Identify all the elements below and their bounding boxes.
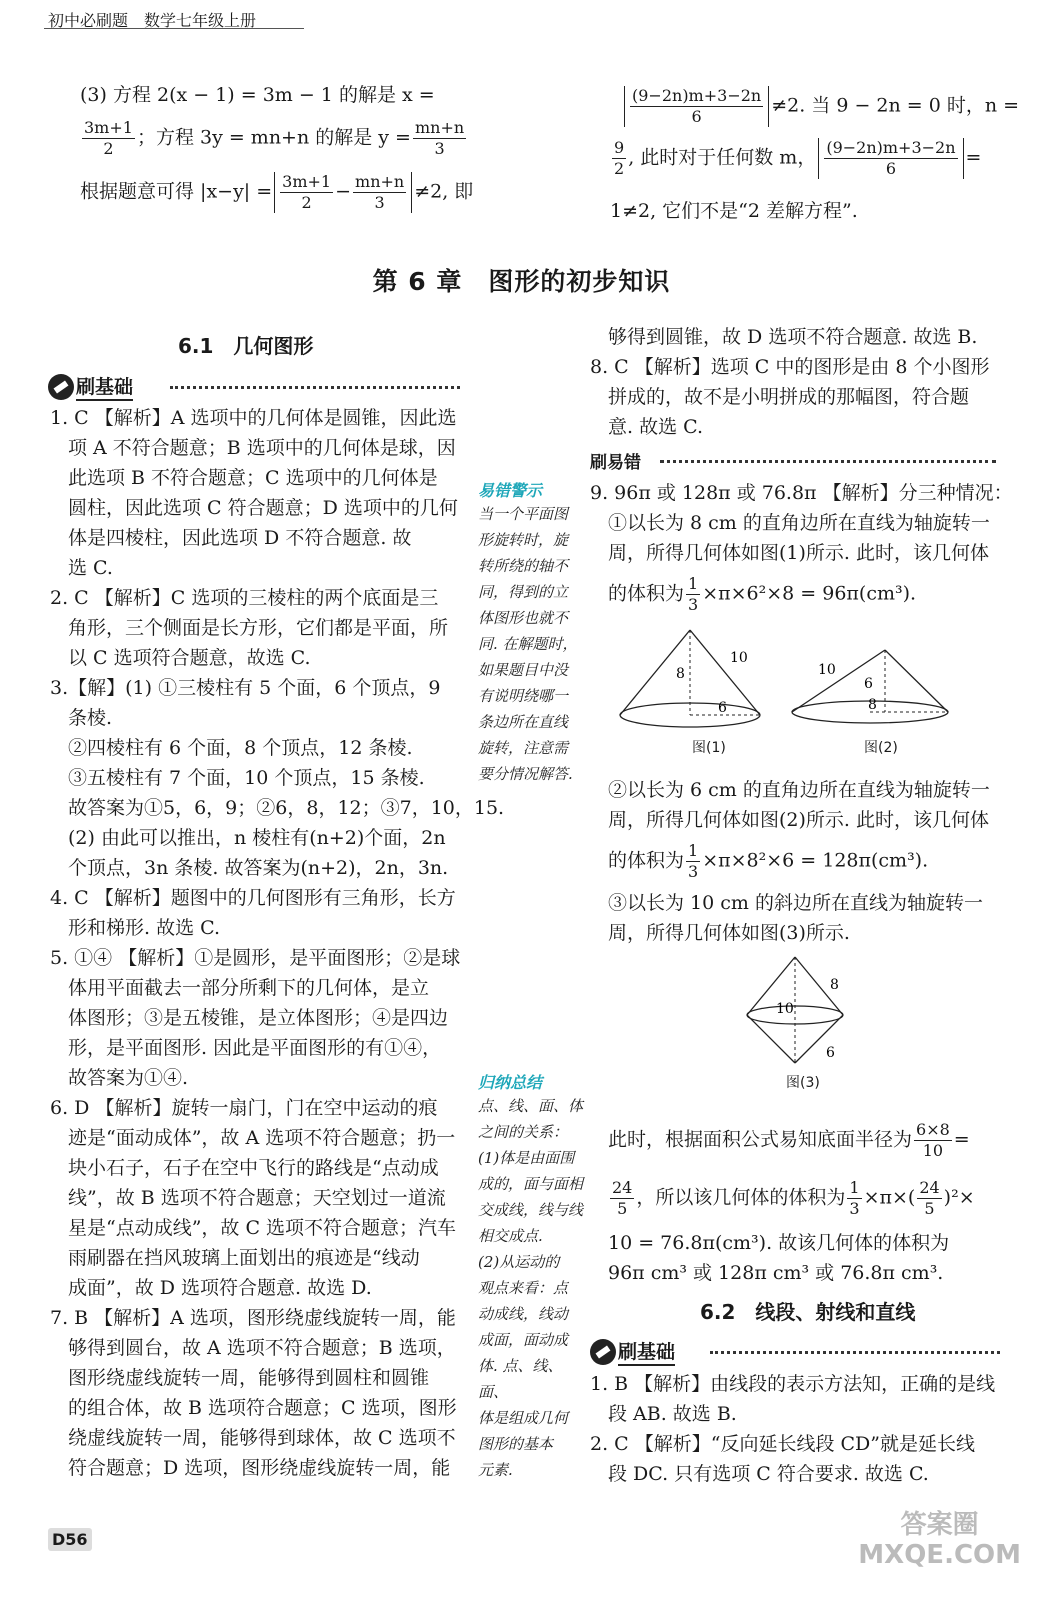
answer-line: 2. C 【解析】C 选项的三棱柱的两个底面是三 — [50, 587, 439, 609]
answer-line: 9. 96π 或 128π 或 76.8π 【解析】分三种情况： — [590, 482, 1013, 504]
answer-line: 此选项 B 不符合题意；C 选项中的几何体是 — [68, 467, 438, 489]
label-slant: 10 — [818, 662, 836, 678]
answer-line: 8. C 【解析】选项 C 中的图形是由 8 个小图形 — [590, 356, 990, 378]
answer-line: 故答案为①④. — [68, 1067, 189, 1089]
book-header: 初中必刷题 数学七年级上册 — [48, 11, 257, 30]
right-column-top — [590, 322, 1010, 442]
answer-line: 星是“点动成线”，故 C 选项不符合题意；汽车 — [68, 1217, 457, 1239]
header-rule — [44, 28, 304, 29]
answer-line: 项 A 不符合题意；B 选项中的几何体是球，因 — [68, 437, 456, 459]
answer-line: 绕虚线旋转一周，能够得到球体，故 C 选项不 — [68, 1427, 456, 1449]
answer-line: 96π cm³ 或 128π cm³ 或 76.8π cm³. — [608, 1262, 944, 1284]
answer-line: 块小石子，石子在空中飞行的路线是“点动成 — [68, 1157, 439, 1179]
volume-line-2: 的体积为 $\frac{1}{3}$ ×π×8²×6 = 128π(cm³). — [608, 841, 929, 881]
answer-line: 够得到圆锥，故 D 选项不符合题意. 故选 B. — [608, 326, 978, 348]
answer-line: 的组合体，故 B 选项符合题意；C 选项，图形 — [68, 1397, 457, 1419]
answer-line: ②以长为 6 cm 的直角边所在直线为轴旋转一 — [608, 779, 990, 801]
page-number: D56 — [48, 1528, 92, 1551]
answer-line: 线”，故 B 选项不符合题意；天空划过一道流 — [68, 1187, 446, 1209]
cone-figures-1-2 — [600, 620, 1000, 760]
answer-line: 周，所得几何体如图(2)所示. 此时，该几何体 — [608, 809, 989, 831]
answer-line: 拼成的，故不是小明拼成的那幅图，符合题 — [608, 386, 970, 408]
figure-caption-3: 图(3) — [786, 1075, 820, 1091]
answer-line: 意. 故选 C. — [608, 416, 704, 438]
pencil-badge-icon — [48, 374, 74, 400]
prev-right-line-3: 1≠2, 它们不是“2 差解方程”. — [610, 200, 858, 222]
prev-right-line-1: $\frac{(9-2n)m+3-2n}{6}$ ≠2. 当 9 − 2n = 0 时，n = — [622, 86, 1019, 127]
volume-line-3: $\frac{24}{5}$ ，所以该几何体的体积为 $\frac{1}{3}$ ×π×( $\frac{24}{5}$ )²× — [612, 1178, 975, 1218]
fraction: $\frac{3m+1}{2}$ — [84, 118, 133, 158]
answer-line: 雨刷器在挡风玻璃上面划出的痕迹是“线动 — [68, 1247, 420, 1269]
label-6: 6 — [826, 1045, 835, 1061]
dotted-divider — [710, 1351, 1000, 1354]
answer-line: 体用平面截去一部分所剩下的几何体，是立 — [68, 977, 430, 999]
section-title-6-1: 6.1 几何图形 — [178, 334, 314, 358]
badge-basic: 刷基础 — [48, 372, 133, 401]
answer-line: 周，所得几何体如图(3)所示. — [608, 922, 850, 944]
figure-caption-2: 图(2) — [864, 740, 898, 756]
answer-line: 角形，三个侧面是长方形，它们都是平面，所 — [68, 617, 449, 639]
answer-line: ①以长为 8 cm 的直角边所在直线为轴旋转一 — [608, 512, 990, 534]
label-slant: 10 — [730, 650, 748, 666]
answer-line: 体图形；③是五棱锥，是立体图形；④是四边 — [68, 1007, 449, 1029]
label-radius: 6 — [718, 700, 727, 716]
answer-line: 够得到圆台，故 A 选项不符合题意；B 选项， — [68, 1337, 456, 1359]
fraction: $\frac{mn+n}{3}$ — [414, 118, 465, 158]
answer-line: 条棱. — [68, 707, 113, 729]
answer-line: 段 AB. 故选 B. — [608, 1403, 737, 1425]
question-9 — [590, 478, 1013, 615]
answer-line: 故答案为①5，6，9；②6，8，12；③7，10，15. — [68, 797, 505, 819]
answer-line: 10 = 76.8π(cm³). 故该几何体的体积为 — [608, 1232, 950, 1254]
answer-line: 符合题意；D 选项，图形绕虚线旋转一周，能 — [68, 1457, 451, 1479]
absolute-value: $\frac{3m+1}{2}$ − $\frac{mn+n}{3}$ — [274, 172, 412, 213]
dotted-divider — [170, 386, 460, 389]
answer-line: 2. C 【解析】“反向延长线段 CD”就是延长线 — [590, 1433, 975, 1455]
answer-line: 个顶点，3n 条棱. 故答案为(n+2)，2n，3n. — [68, 857, 449, 879]
prev-right-line-2: $\frac{9}{2}$ , 此时对于任何数 m， $\frac{(9-2n)m+3-2n}{6}$ = — [614, 138, 982, 178]
double-cone-figure-3 — [740, 955, 870, 1075]
answer-line: 形和梯形. 故选 C. — [68, 917, 221, 939]
answer-line: (2) 由此可以推出，n 棱柱有(n+2)个面，2n — [68, 827, 446, 849]
answer-line: ③五棱柱有 7 个面，10 个顶点，15 条棱. — [68, 767, 425, 789]
question-9-part-2 — [590, 775, 1010, 948]
answer-line: 1. B 【解析】由线段的表示方法知，正确的是线 — [590, 1373, 996, 1395]
figure-caption-1: 图(1) — [692, 740, 726, 756]
label-10: 10 — [776, 1001, 794, 1017]
label-height: 6 — [864, 676, 873, 692]
cone-figure-1 — [620, 630, 760, 727]
side-note-summary: 归纳总结 点、线、面、体 之间的关系： (1)体是由面围 成的，面与面相 交成线，线与线 相交成点. (2)从运动的 观点来看：点 动成线，线动 成面，面动成 体. 点、线、面、 体是组成几何 图形的基本 元素. — [478, 1073, 584, 1479]
watermark: 答案圈 MXQE.COM — [858, 1510, 1021, 1570]
radius-line: 此时，根据面积公式易知底面半径为 $\frac{6\times 8}{10}$ = — [608, 1120, 970, 1160]
answer-line: 7. B 【解析】A 选项，图形绕虚线旋转一周，能 — [50, 1307, 456, 1329]
right-column-bottom — [590, 1369, 1010, 1489]
section-label-common-mistakes: 刷易错 — [590, 453, 641, 473]
pencil-badge-icon — [590, 1339, 616, 1365]
prev-line-3: 根据题意可得 |x−y| = $\frac{3m+1}{2}$ − $\frac{mn+n}{3}$ ≠2, 即 — [80, 172, 474, 212]
prev-line-1: (3) 方程 2(x − 1) = 3m − 1 的解是 x = — [80, 84, 435, 106]
badge-basic-2: 刷基础 — [590, 1337, 675, 1366]
answer-line: 以 C 选项符合题意，故选 C. — [68, 647, 311, 669]
answer-line: 3.【解】(1) ①三棱柱有 5 个面，6 个顶点，9 — [50, 677, 441, 699]
label-radius: 8 — [868, 697, 877, 713]
answer-line: 6. D 【解析】旋转一扇门，门在空中运动的痕 — [50, 1097, 438, 1119]
answer-line: 段 DC. 只有选项 C 符合要求. 故选 C. — [608, 1463, 929, 1485]
answer-line: 成面”，故 D 选项符合题意. 故选 D. — [68, 1277, 372, 1299]
label-8: 8 — [830, 977, 839, 993]
answer-line: 5. ①④ 【解析】①是圆形，是平面图形；②是球 — [50, 947, 461, 969]
section-title-6-2: 6.2 线段、射线和直线 — [700, 1300, 916, 1324]
answer-line: 迹是“面动成体”，故 A 选项不符合题意；扔一 — [68, 1127, 456, 1149]
answer-line: ②四棱柱有 6 个面，8 个顶点，12 条棱. — [68, 737, 413, 759]
chapter-title: 第 6 章 图形的初步知识 — [372, 267, 671, 296]
label-height: 8 — [676, 666, 685, 682]
answer-line: 圆柱，因此选项 C 符合题意；D 选项中的几何 — [68, 497, 458, 519]
cone-figure-2 — [792, 650, 948, 723]
answer-line: 周，所得几何体如图(1)所示. 此时，该几何体 — [608, 542, 989, 564]
answer-line: 形，是平面图形. 因此是平面图形的有①④， — [68, 1037, 442, 1059]
answer-line: 图形绕虚线旋转一周，能够得到圆柱和圆锥 — [68, 1367, 430, 1389]
answer-line: 4. C 【解析】题图中的几何图形有三角形，长方 — [50, 887, 456, 909]
answer-line: 体是四棱柱，因此选项 D 不符合题意. 故 — [68, 527, 412, 549]
volume-line-1: 的体积为 $\frac{1}{3}$ ×π×6²×8 = 96π(cm³). — [608, 574, 917, 614]
left-column — [50, 403, 505, 1483]
dotted-divider — [660, 460, 996, 463]
answer-line: 1. C 【解析】A 选项中的几何体是圆锥，因此选 — [50, 407, 457, 429]
prev-line-2: $\frac{3m+1}{2}$ ；方程 3y = mn+n 的解是 y = $\frac{mn+n}{3}$ — [84, 118, 465, 158]
answer-line: 选 C. — [68, 557, 113, 579]
side-note-mistake-alert: 易错警示 当一个平面图 形旋转时，旋 转所绕的轴不 同，得到的立 体图形也就不 同. 在解题时， 如果题目中没 有说明绕哪一 条边所在直线 旋转，注意需 要分情况解答. — [478, 481, 578, 783]
answer-line: ③以长为 10 cm 的斜边所在直线为轴旋转一 — [608, 892, 983, 914]
